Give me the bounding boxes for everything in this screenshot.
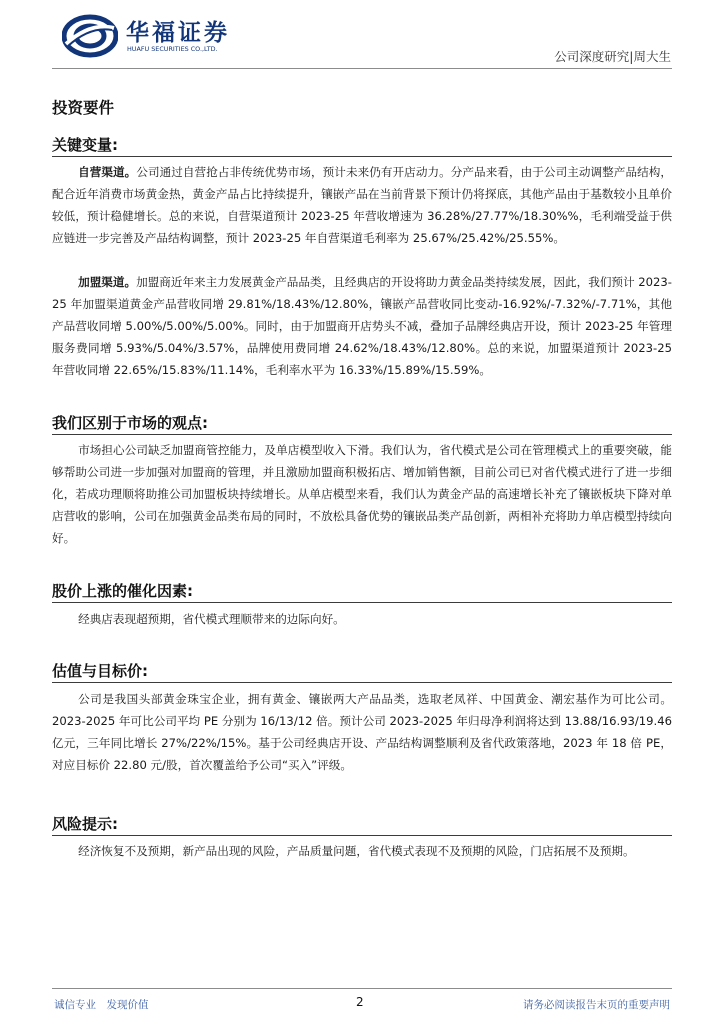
section-divider [52,835,672,836]
section-title-key-variables: 关键变量: [52,136,118,154]
section-title-valuation: 估值与目标价: [52,662,148,680]
section-title-risk: 风险提示: [52,815,118,833]
paragraph-catalyst: 经典店表现超预期，省代模式理顺带来的边际向好。 [78,612,345,626]
company-name-cn: 华福证券 [126,20,230,46]
huafu-logo-icon [62,14,118,58]
page-title: 投资要件 [52,99,115,117]
section-divider [52,602,672,603]
paragraph-risk: 经济恢复不及预期，新产品出现的风险，产品质量问题，省代模式表现不及预期的风险，门店拓展不及预期。 [78,844,635,858]
section-divider [52,434,672,435]
paragraph-lead: 自营渠道。 [78,165,137,179]
footer-disclaimer: 请务必阅读报告末页的重要声明 [523,999,670,1011]
paragraph-valuation: 公司是我国头部黄金珠宝企业，拥有黄金、镶嵌两大产品品类，选取老凤祥、中国黄金、潮宏基作为可比公司。2023-2025 年可比公司平均 PE 分别为 16/13/12 倍。预计公司 2023-2025 年归母净利润将达到 13.88/16.93/19.46 亿元，三年同比增长 27%/22%/15%。基于公司经典店开设、产品结构调整顺利及省代政策落地，2023 年 18 倍 PE，对应目标价 22.80 元/股，首次覆盖给予公司“买入”评级。 [52,692,672,772]
section-title-catalyst: 股价上涨的催化因素: [52,582,193,600]
company-name-en: HUAFU SECURITIES CO.,LTD. [127,45,218,53]
section-title-different-view: 我们区别于市场的观点: [52,414,208,432]
report-type-label: 公司深度研究|周大生 [554,49,671,64]
section-divider [52,682,672,683]
header-divider [52,68,672,69]
page-header [0,0,724,72]
page-number: 2 [356,995,364,1009]
footer-divider [52,988,672,989]
paragraph-body: 加盟商近年来主力发展黄金产品品类，且经典店的开设将助力黄金品类持续发展，因此，我们预计 2023-25 年加盟渠道黄金产品营收同增 29.81%/18.43%/12.80%，镶嵌产品营收同比变动-16.92%/-7.32%/-7.71%，其他产品营收同增 5.00%/5.00%/5.00%。同时，由于加盟商开店势头不减，叠加子品牌经典店开设，预计 2023-25 年管理服务费同增 5.93%/5.04%/3.57%，品牌使用费同增 24.62%/18.43%/12.80%。总的来说，加盟渠道预计 2023-25 年营收同增 22.65%/15.83%/11.14%，毛利率水平为 16.33%/15.89%/15.59%。 [52,275,672,377]
paragraph-different-view: 市场担心公司缺乏加盟商管控能力，及单店模型收入下滑。我们认为，省代模式是公司在管理模式上的重要突破，能够帮助公司进一步加强对加盟商的管理，并且激励加盟商积极拓店、增加销售额，目前公司已对省代模式进行了进一步细化，若成功理顺将助推公司加盟板块持续增长。从单店模型来看，我们认为黄金产品的高速增长补充了镶嵌板块下降对单店营收的影响，公司在加强黄金品类布局的同时，不放松具备优势的镶嵌品类产品创新，两相补充将助力单店模型持续向好。 [52,443,672,545]
paragraph-body: 公司通过自营抢占非传统优势市场，预计未来仍有开店动力。分产品来看，由于公司主动调整产品结构，配合近年消费市场黄金热，黄金产品占比持续提升，镶嵌产品在当前背景下预计仍将探底，其他产品由于基数较小且单价较低，预计稳健增长。总的来说，自营渠道预计 2023-25 年营收增速为 36.28%/27.77%/18.30%%，毛利端受益于供应链进一步完善及产品结构调整，预计 2023-25 年自营渠道毛利率为 25.67%/25.42%/25.55%。 [52,165,672,245]
section-divider [52,156,672,157]
paragraph-lead: 加盟渠道。 [78,275,137,289]
paragraph-self-operated-channel [52,161,672,249]
paragraph-franchise-channel [52,271,672,381]
footer-slogan: 诚信专业 发现价值 [54,999,149,1011]
